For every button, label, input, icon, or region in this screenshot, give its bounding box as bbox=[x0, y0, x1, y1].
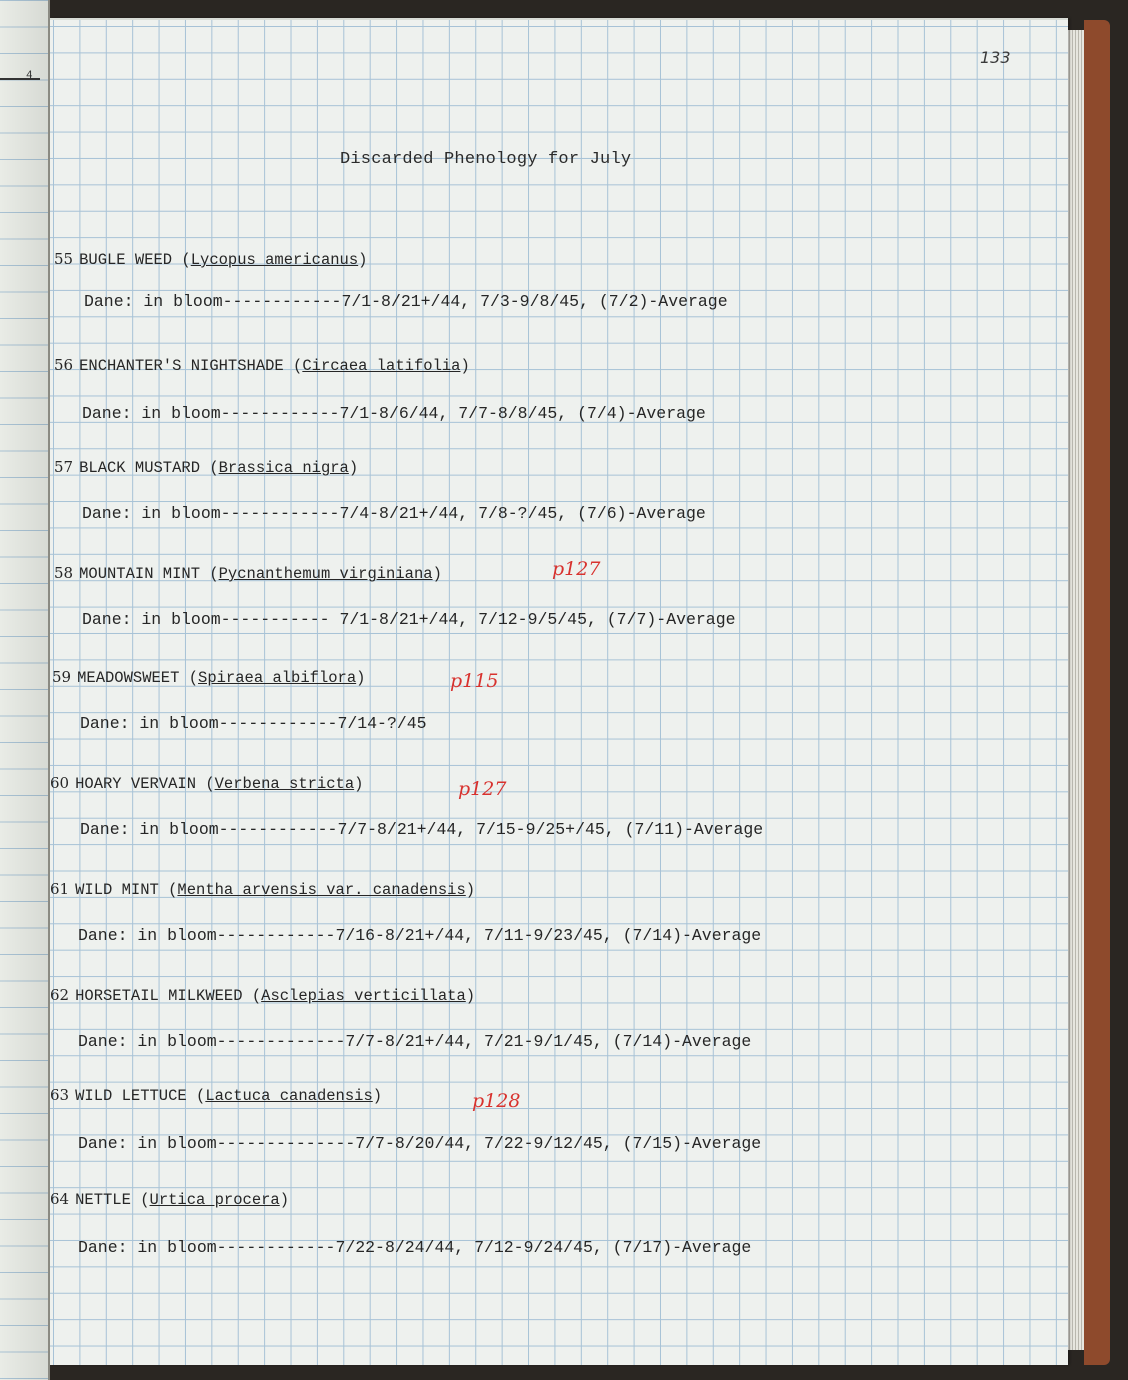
common-name: WILD MINT bbox=[75, 881, 159, 899]
bloom-record: Dane: in bloom------------7/14-?/45 bbox=[80, 714, 427, 733]
entry-number: 57 bbox=[54, 458, 74, 476]
bloom-record: Dane: in bloom------------7/1-8/21+/44, 7/3-9/8/45, (7/2)-Average bbox=[84, 292, 728, 311]
latin-name: Lactuca canadensis bbox=[205, 1087, 373, 1105]
common-name: MEADOWSWEET bbox=[77, 669, 180, 687]
bloom-record: Dane: in bloom--------------7/7-8/20/44, 7/22-9/12/45, (7/15)-Average bbox=[78, 1134, 762, 1153]
latin-name: Brassica nigra bbox=[218, 459, 349, 477]
page-title: Discarded Phenology for July bbox=[340, 150, 632, 169]
entry-number: 60 bbox=[50, 774, 70, 792]
entry-heading: 59 MEADOWSWEET (Spiraea albiflora) bbox=[52, 668, 366, 687]
entry-number: 58 bbox=[54, 564, 74, 582]
left-page-edge bbox=[0, 0, 50, 1380]
latin-name: Urtica procera bbox=[149, 1191, 280, 1209]
entry-heading: 61 WILD MINT (Mentha arvensis var. canadensis) bbox=[50, 880, 476, 899]
entry-number: 56 bbox=[54, 356, 74, 374]
entry-number: 59 bbox=[52, 668, 72, 686]
page-number: 133 bbox=[980, 48, 1011, 67]
notebook-page bbox=[50, 18, 1068, 1365]
latin-name: Mentha arvensis var. canadensis bbox=[177, 881, 466, 899]
common-name: HOARY VERVAIN bbox=[75, 775, 197, 793]
entry-number: 64 bbox=[50, 1190, 70, 1208]
book-cover bbox=[1084, 20, 1110, 1365]
bloom-record: Dane: in bloom------------7/16-8/21+/44, 7/11-9/23/45, (7/14)-Average bbox=[78, 926, 762, 945]
entry-number: 55 bbox=[54, 250, 74, 268]
common-name: NETTLE bbox=[75, 1191, 131, 1209]
latin-name: Spiraea albiflora bbox=[198, 669, 357, 687]
margin-line bbox=[0, 78, 40, 80]
common-name: ENCHANTER'S NIGHTSHADE bbox=[79, 357, 284, 375]
entry-heading: 63 WILD LETTUCE (Lactuca canadensis) bbox=[50, 1086, 383, 1105]
bloom-record: Dane: in bloom------------7/7-8/21+/44, 7/15-9/25+/45, (7/11)-Average bbox=[80, 820, 764, 839]
common-name: HORSETAIL MILKWEED bbox=[75, 987, 243, 1005]
common-name: WILD LETTUCE bbox=[75, 1087, 187, 1105]
entry-number: 61 bbox=[50, 880, 70, 898]
entry-heading: 60 HOARY VERVAIN (Verbena stricta) bbox=[50, 774, 364, 793]
common-name: BUGLE WEED bbox=[79, 251, 173, 269]
page-reference-note: p127 bbox=[458, 778, 507, 800]
latin-name: Circaea latifolia bbox=[302, 357, 461, 375]
page-reference-note: p127 bbox=[552, 558, 601, 580]
entry-heading: 64 NETTLE (Urtica procera) bbox=[50, 1190, 290, 1209]
bloom-record: Dane: in bloom----------- 7/1-8/21+/44, 7/12-9/5/45, (7/7)-Average bbox=[82, 610, 736, 629]
latin-name: Asclepias verticillata bbox=[261, 987, 466, 1005]
entry-heading: 56 ENCHANTER'S NIGHTSHADE (Circaea latifolia) bbox=[54, 356, 470, 375]
entry-number: 63 bbox=[50, 1086, 70, 1104]
bloom-record: Dane: in bloom------------7/22-8/24/44, 7/12-9/24/45, (7/17)-Average bbox=[78, 1238, 752, 1257]
bloom-record: Dane: in bloom------------7/1-8/6/44, 7/7-8/8/45, (7/4)-Average bbox=[82, 404, 706, 423]
entry-number: 62 bbox=[50, 986, 70, 1004]
page-reference-note: p115 bbox=[450, 670, 499, 692]
latin-name: Pycnanthemum virginiana bbox=[218, 565, 433, 583]
page-reference-note: p128 bbox=[472, 1090, 521, 1112]
bloom-record: Dane: in bloom-------------7/7-8/21+/44, 7/21-9/1/45, (7/14)-Average bbox=[78, 1032, 752, 1051]
left-page-number: 4 bbox=[26, 70, 33, 82]
bloom-record: Dane: in bloom------------7/4-8/21+/44, 7/8-?/45, (7/6)-Average bbox=[82, 504, 706, 523]
entry-heading: 57 BLACK MUSTARD (Brassica nigra) bbox=[54, 458, 359, 477]
common-name: MOUNTAIN MINT bbox=[79, 565, 201, 583]
entry-heading: 55 BUGLE WEED (Lycopus americanus) bbox=[54, 250, 368, 269]
entry-heading: 62 HORSETAIL MILKWEED (Asclepias verticillata) bbox=[50, 986, 476, 1005]
common-name: BLACK MUSTARD bbox=[79, 459, 201, 477]
latin-name: Verbena stricta bbox=[214, 775, 355, 793]
latin-name: Lycopus americanus bbox=[190, 251, 359, 269]
entry-heading: 58 MOUNTAIN MINT (Pycnanthemum virginiana) bbox=[54, 564, 442, 583]
